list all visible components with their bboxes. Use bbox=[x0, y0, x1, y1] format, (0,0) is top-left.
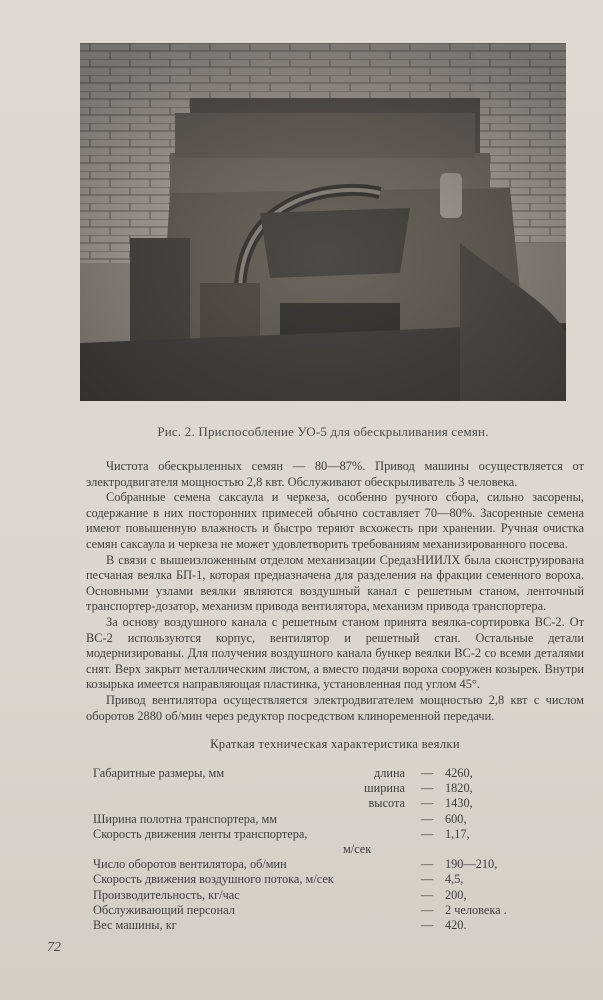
spec-dash: — bbox=[421, 766, 434, 780]
spec-unit: м/сек bbox=[343, 841, 372, 856]
spec-dash: — bbox=[421, 781, 434, 796]
paragraph: Привод вентилятора осуществляется электродвигателем мощностью 2,8 квт с числом оборотов 2880 об/мин через редуктор посредством клиноременной передачи. bbox=[86, 692, 584, 723]
spec-row-dims-height bbox=[93, 796, 513, 811]
spec-value: 1,17, bbox=[445, 826, 470, 841]
specs-title: Краткая техническая характеристика веялки bbox=[210, 737, 460, 751]
spec-dash: — bbox=[421, 902, 434, 917]
spec-row-staff bbox=[93, 903, 513, 918]
spec-sub-label: высота bbox=[368, 796, 405, 811]
spec-value: 190—210, bbox=[445, 857, 498, 872]
spec-value: 600, bbox=[445, 811, 467, 826]
spec-dash: — bbox=[421, 811, 434, 826]
spec-row-dims-length bbox=[93, 766, 513, 781]
spec-row-dims-width bbox=[93, 781, 513, 796]
spec-sub-label: длина bbox=[373, 766, 405, 780]
spec-dash: — bbox=[421, 917, 434, 932]
spec-value: 4260, bbox=[445, 766, 473, 780]
machine-photo-illustration bbox=[80, 43, 566, 401]
page-number: 72 bbox=[47, 940, 61, 955]
spec-label: Число оборотов вентилятора, об/мин bbox=[93, 857, 287, 872]
specs-table bbox=[93, 766, 513, 933]
spec-value: 1430, bbox=[445, 796, 473, 811]
machine-photo bbox=[80, 43, 566, 401]
spec-row-air-speed bbox=[93, 872, 513, 887]
spec-unit-line bbox=[93, 842, 513, 857]
spec-value: 2 человека . bbox=[445, 902, 507, 917]
spec-label: Скорость движения ленты транспортера, bbox=[93, 826, 308, 841]
spec-dash: — bbox=[421, 887, 434, 902]
spec-value: 420. bbox=[445, 917, 467, 932]
spec-dash: — bbox=[421, 826, 434, 841]
spec-label: Обслуживающий персонал bbox=[93, 902, 235, 917]
spec-label: Вес машины, кг bbox=[93, 917, 177, 932]
spec-dash: — bbox=[421, 872, 434, 887]
spec-value: 200, bbox=[445, 887, 467, 902]
spec-label: Ширина полотна транспортера, мм bbox=[93, 811, 278, 826]
spec-sub-label: ширина bbox=[364, 781, 405, 796]
spec-row-fan-rpm bbox=[93, 857, 513, 872]
spec-row-productivity bbox=[93, 888, 513, 903]
spec-row-weight bbox=[93, 918, 513, 933]
paragraph: В связи с вышеизложенным отделом механизации СредазНИИЛХ была сконструирована песчаная веялка БП-1, которая предназначена для разделения на фракции семенного вороха. Основными узлами веялки являются воздушный канал с решетным станом, ленточный транспортер-дозатор, механизм привода вентилятора, механизм привода транспортера. bbox=[86, 552, 584, 614]
spec-label: Габаритные размеры, мм bbox=[93, 766, 225, 780]
spec-value: 4,5, bbox=[445, 872, 464, 887]
spec-dash: — bbox=[421, 857, 434, 872]
figure-caption: Рис. 2. Приспособление УО-5 для обескрыливания семян. bbox=[157, 424, 489, 439]
body-text bbox=[86, 459, 584, 724]
paragraph: За основу воздушного канала с решетным станом принята веялка-сортировка ВС-2. От ВС-2 используются корпус, вентилятор и решетный стан. Остальные детали модернизированы. Для получения воздушного канала бункер веялки ВС-2 со всеми деталями снят. Верх закрыт металлическим листом, а вместо подачи вороха сооружен козырек. Внутри козырька имеется направляющая пластинка, установленная под углом 45°. bbox=[86, 614, 584, 692]
spec-dash: — bbox=[421, 796, 434, 811]
paragraph: Чистота обескрыленных семян — 80—87%. Привод машины осуществляется от электродвигателя мощностью 2,8 квт. Обслуживают обескрыливатель 3 человека. bbox=[86, 459, 584, 489]
spec-row-belt-speed bbox=[93, 827, 513, 842]
spec-value: 1820, bbox=[445, 781, 473, 796]
spec-label: Производительность, кг/час bbox=[93, 887, 240, 902]
spec-row-belt-width bbox=[93, 812, 513, 827]
spec-label: Скорость движения воздушного потока, м/сек bbox=[93, 872, 334, 887]
paragraph: Собранные семена саксаула и черкеза, особенно ручного сбора, сильно засорены, содержание в них посторонних примесей обычно составляет 70—80%. Засоренные семена имеют повышенную влажность и быстро теряют всхожесть при хранении. Ручная очистка семян саксаула и черкеза не может удовлетворить требованиям механизированного посева. bbox=[86, 490, 584, 551]
